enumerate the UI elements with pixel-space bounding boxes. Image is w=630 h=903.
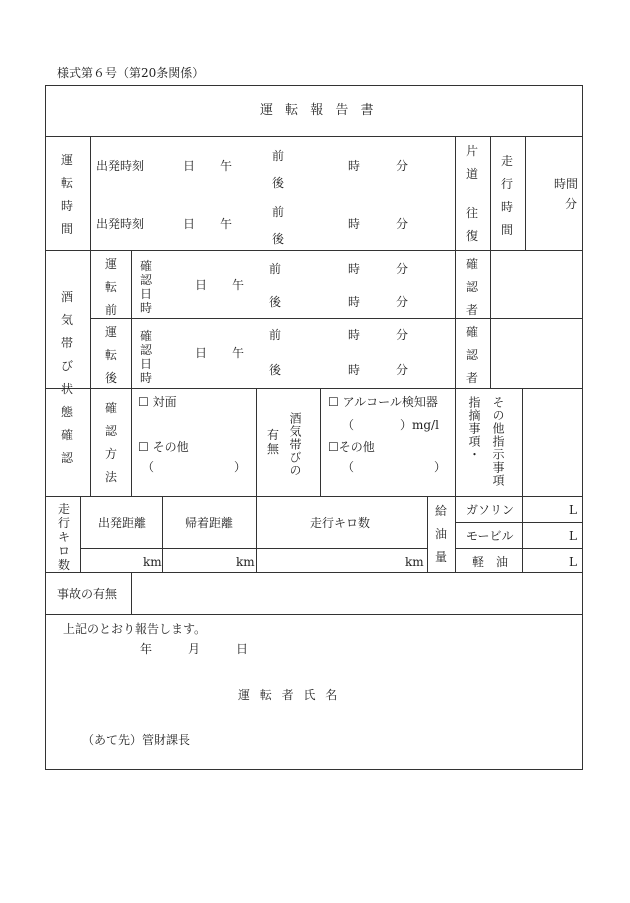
diesel-label: 軽 油: [472, 555, 509, 569]
day-2: 日: [183, 217, 196, 231]
hour-1: 時: [348, 159, 361, 173]
form-number: 様式第６号（第20条関係）: [57, 66, 205, 80]
day-4: 日: [195, 346, 208, 360]
travel-time-label: 走 行 時 間: [500, 154, 513, 237]
confirmer-label-1: 確 認 者: [465, 257, 478, 317]
driver-name-label: 運 転 者 氏 名: [238, 688, 341, 702]
date-year: 年: [140, 642, 153, 656]
driving-time-label: 運 転 時 間: [60, 153, 73, 236]
minute-4b: 分: [396, 363, 409, 377]
noon-4: 午: [232, 346, 245, 360]
form-title: 運 転 報 告 書: [260, 103, 378, 118]
return-distance-header: 帰着距離: [185, 516, 234, 530]
method-label: 確 認 方 法: [104, 401, 117, 484]
am-4: 前: [269, 328, 282, 342]
gasoline-label: ガソリン: [466, 503, 515, 517]
report-text: 上記のとおり報告します。: [63, 622, 207, 636]
minute-2: 分: [396, 217, 409, 231]
confirmer-label-2: 確 認 者: [465, 325, 478, 385]
departure-time-label-1: 出発時刻: [96, 159, 145, 173]
alcohol-check-label: 酒 気 帯 び 状 態 確 認: [60, 290, 73, 465]
after-driving-label: 運 転 後: [104, 325, 117, 385]
method-other-paren-open: （: [142, 460, 155, 474]
detector-paren-open: （: [342, 418, 355, 432]
day-3: 日: [195, 278, 208, 292]
hour-4a: 時: [348, 328, 361, 342]
am-1: 前: [272, 149, 285, 163]
minute-3b: 分: [396, 295, 409, 309]
roundtrip-label: 往 復: [465, 206, 478, 243]
detector-other-paren-open: （: [342, 460, 355, 474]
hour-3b: 時: [348, 295, 361, 309]
distance-label: 走 行 キ ロ 数: [57, 502, 70, 572]
accident-label: 事故の有無: [57, 587, 118, 601]
pm-2: 後: [272, 232, 285, 246]
am-2: 前: [272, 205, 285, 219]
method-other-checkbox[interactable]: ☐ その他: [138, 440, 189, 454]
hour-2: 時: [348, 217, 361, 231]
minute-4a: 分: [396, 328, 409, 342]
minutes-unit: 分: [565, 197, 578, 211]
method-face-checkbox[interactable]: ☐ 対面: [138, 395, 177, 409]
noon-3: 午: [232, 278, 245, 292]
detector-checkbox[interactable]: ☐ アルコール検知器: [328, 395, 438, 409]
pm-4: 後: [269, 363, 282, 377]
km-unit-2: km: [236, 555, 255, 569]
liter-unit-1: L: [569, 503, 577, 517]
noon-1: 午: [220, 159, 233, 173]
hours-unit: 時間: [554, 177, 579, 191]
pm-1: 後: [272, 176, 285, 190]
minute-3a: 分: [396, 262, 409, 276]
confirm-datetime-2: 確 認 日 時: [139, 329, 152, 385]
km-unit-3: km: [405, 555, 424, 569]
total-distance-header: 走行キロ数: [310, 516, 371, 530]
fuel-label: 給 油 量: [434, 504, 447, 564]
method-other-paren-close: ）: [234, 460, 247, 474]
km-unit-1: km: [143, 555, 162, 569]
before-driving-label: 運 転 前: [104, 257, 117, 317]
detector-other-paren-close: ）: [434, 460, 447, 474]
addressee: （あて先）管財課長: [82, 733, 191, 747]
departure-time-label-2: 出発時刻: [96, 217, 145, 231]
instructions-label-b: 指摘事項・: [467, 396, 481, 461]
oneway-label: 片 道: [465, 144, 478, 181]
pm-3: 後: [269, 295, 282, 309]
departure-distance-header: 出発距離: [98, 516, 147, 530]
am-3: 前: [269, 262, 282, 276]
liter-unit-3: L: [569, 555, 577, 569]
noon-2: 午: [220, 217, 233, 231]
date-day: 日: [236, 642, 249, 656]
confirm-datetime-1: 確 認 日 時: [139, 259, 152, 315]
presence-sub-label: 酒気帯びの: [288, 412, 302, 477]
instructions-label-a: その他指示事項: [491, 396, 505, 487]
hour-3a: 時: [348, 262, 361, 276]
detector-other-checkbox[interactable]: ☐その他: [328, 440, 375, 454]
presence-label: 有 無: [266, 428, 279, 456]
liter-unit-2: L: [569, 529, 577, 543]
day-1: 日: [183, 159, 196, 173]
detector-mgl: ）mg/l: [400, 418, 439, 432]
mobil-label: モービル: [466, 529, 514, 543]
hour-4b: 時: [348, 363, 361, 377]
minute-1: 分: [396, 159, 409, 173]
date-month: 月: [188, 642, 201, 656]
